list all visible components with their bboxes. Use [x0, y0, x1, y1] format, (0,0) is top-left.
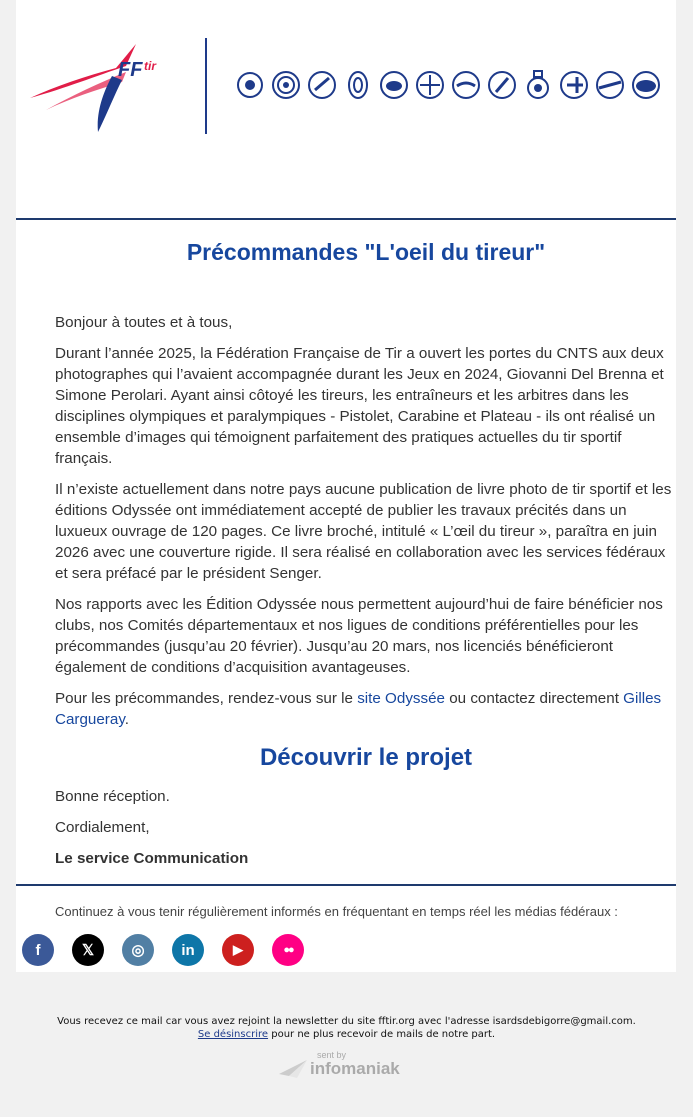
header [16, 0, 676, 218]
paragraph-2: Il n’existe actuellement dans notre pays aucune publication de livre photo de tir sportif et les éditions Odyssée ont immédiatement accepté de publier les travaux précités dans un luxueux ouvrage de 120 pages. Ce livre broché, intitulé « L’œil du tireur », paraîtra en juin 2026 avec une couverture rigide. Il sera réalisé en collaboration avec les services fédéraux et sera préfacé par le président Senger. [55, 481, 672, 582]
facebook-icon[interactable]: f [22, 934, 54, 966]
header-rule [16, 218, 676, 220]
discipline-icons [235, 70, 661, 100]
closing-line-2: Cordialement, [55, 819, 150, 836]
signature: Le service Communication [55, 850, 249, 867]
footer-line-1: Vous recevez ce mail car vous avez rejoint la newsletter du site fftir.org avec l'adresse isardsdebigorre@gmail.com. [57, 1016, 636, 1027]
pistol-target-icon [235, 70, 265, 100]
round-target-icon [271, 70, 301, 100]
infomaniak-logo[interactable] [277, 1050, 417, 1080]
discover-project-link[interactable]: Découvrir le projet [259, 744, 473, 771]
rifle-icon [487, 70, 517, 100]
footer [0, 1015, 693, 1041]
email-body [55, 312, 675, 740]
linkedin-icon[interactable]: in [172, 934, 204, 966]
youtube-icon[interactable]: ▶ [222, 934, 254, 966]
gilles-cargueray-link[interactable]: Gilles Cargueray [55, 690, 662, 728]
paragraph-1: Durant l’année 2025, la Fédération Française de Tir a ouvert les portes du CNTS aux deux photographes qui l’avaient accompagnée durant les Jeux en 2024, Giovanni Del Brenna et Simone Perolari. Ayant ainsi côtoyé les tireurs, les entraîneurs et les arbitres dans les disciplines olympiques et paralympiques - Pistolet, Carabine et Plateau - ils ont réalisé un ensemble d’images qui témoignent parfaitement des pratiques actuelles du tir sportif français. [55, 345, 664, 467]
greeting: Bonjour à toutes et à tous, [55, 314, 233, 331]
small-target-icon [523, 70, 553, 100]
clay-target-icon [343, 70, 373, 100]
boar-target-icon [379, 70, 409, 100]
crossbow-icon [415, 70, 445, 100]
shooter-rifle-icon [307, 70, 337, 100]
sent-by-label: sent by [317, 1050, 347, 1060]
archer-icon [559, 70, 589, 100]
paragraph-3: Nos rapports avec les Édition Odyssée nous permettent aujourd’hui de faire bénéficier nos clubs, nos Comités départementaux et nos ligues de conditions préférentielles pour les précommandes (jusqu’au 20 février). Jusqu’au 20 mars, nos licenciés bénéficieront également de conditions d’acquisition avantageuses. [55, 596, 663, 676]
infomaniak-label: infomaniak [310, 1059, 400, 1078]
instagram-icon[interactable]: ◎ [122, 934, 154, 966]
fftir-logo[interactable] [26, 36, 186, 136]
social-links [22, 934, 304, 966]
flickr-icon[interactable]: ●● [272, 934, 304, 966]
prone-shooter-icon [595, 70, 625, 100]
footer-line-2: Se désinscrire pour ne plus recevoir de mails de notre part. [197, 1029, 496, 1040]
closing-line-1: Bonne réception. [55, 788, 170, 805]
email-card [16, 0, 676, 972]
site-odyssee-link[interactable]: site Odyssée [357, 690, 445, 707]
footer-rule [16, 884, 676, 886]
unsubscribe-link[interactable]: Se désinscrire [197, 1029, 269, 1040]
x-icon[interactable]: 𝕏 [72, 934, 104, 966]
swimmer-shooter-icon [451, 70, 481, 100]
turtle-target-icon [631, 70, 661, 100]
svg-text:tir: tir [144, 59, 156, 73]
closing [55, 786, 675, 879]
paragraph-4: Pour les précommandes, rendez-vous sur le site Odyssée ou contactez directement Gilles Cargueray. [55, 690, 662, 728]
header-divider [205, 38, 207, 134]
svg-text:FF: FF [118, 59, 143, 81]
page-title: Précommandes "L'oeil du tireur" [186, 239, 546, 265]
social-intro: Continuez à vous tenir régulièrement informés en fréquentant en temps réel les médias fédéraux : [55, 904, 618, 919]
